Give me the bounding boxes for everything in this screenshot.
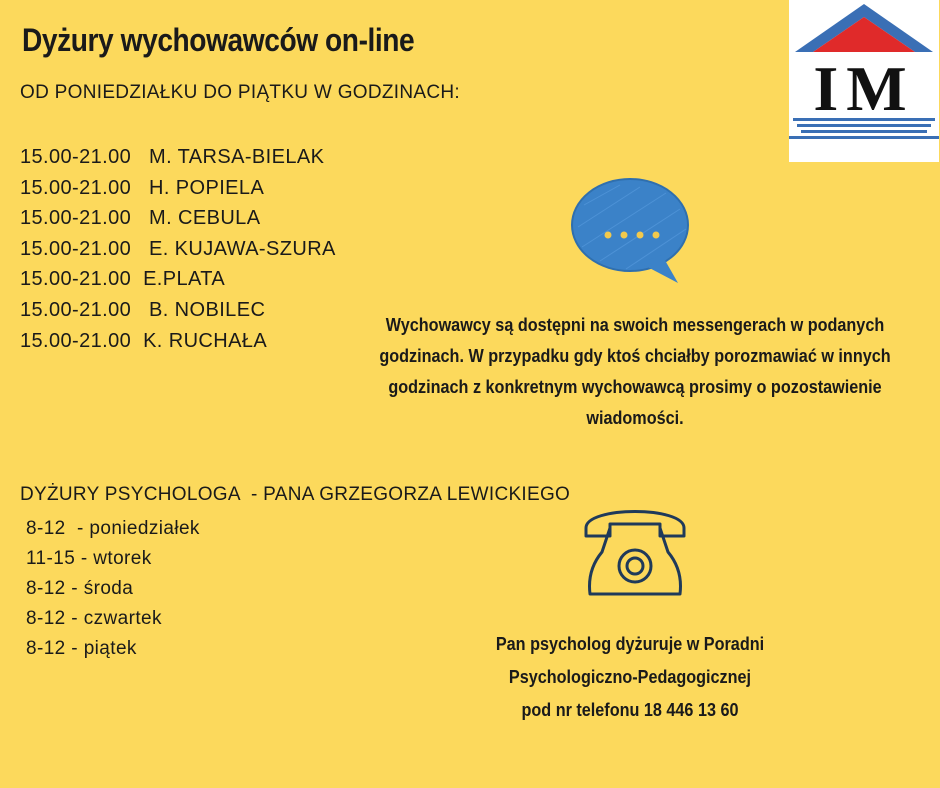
duty-item: 15.00-21.00 B. NOBILEC [20,298,266,321]
schedule-subtitle: OD PONIEDZIAŁKU DO PIĄTKU W GODZINACH: [20,82,460,103]
duty-item: 15.00-21.00 K. RUCHAŁA [20,329,268,352]
availability-info [379,310,892,434]
school-logo [789,0,939,162]
contact-line: Psychologiczno-Pedagogicznej [508,667,752,687]
teacher-duty-list [20,142,336,356]
info-line: wiadomości. [586,408,684,428]
info-line: Wychowawcy są dostępni na swoich messengerach w podanych [385,315,885,335]
logo-letters: IM [813,53,915,124]
contact-line: Pan psycholog dyżuruje w Poradni [495,634,765,654]
psychologist-contact [459,628,801,727]
info-line: godzinach. W przypadku gdy ktoś chciałby porozmawiać w innych [379,346,891,366]
duty-item: 15.00-21.00 M. CEBULA [20,207,261,230]
psychologist-heading: DYŻURY PSYCHOLOGA - PANA GRZEGORZA LEWICKIEGO [20,484,571,505]
schedule-item: 8-12 - piątek [26,638,137,659]
info-line: godzinach z konkretnym wychowawcą prosimy o pozostawienie [388,377,882,397]
schedule-item: 8-12 - poniedziałek [26,518,200,539]
schedule-item: 8-12 - czwartek [26,608,162,629]
duty-item: 15.00-21.00 E.PLATA [20,268,226,291]
telephone-icon [580,498,690,603]
schedule-item: 11-15 - wtorek [26,548,152,569]
contact-line: pod nr telefonu 18 446 13 60 [521,700,739,720]
schedule-item: 8-12 - środa [26,578,134,599]
psychologist-schedule [26,514,200,664]
duty-item: 15.00-21.00 H. POPIELA [20,176,265,199]
chat-bubble-icon [570,175,694,292]
duty-item: 15.00-21.00 M. TARSA-BIELAK [20,146,325,168]
duty-item: 15.00-21.00 E. KUJAWA-SZURA [20,237,336,260]
page-title: Dyżury wychowawców on-line [22,22,415,58]
